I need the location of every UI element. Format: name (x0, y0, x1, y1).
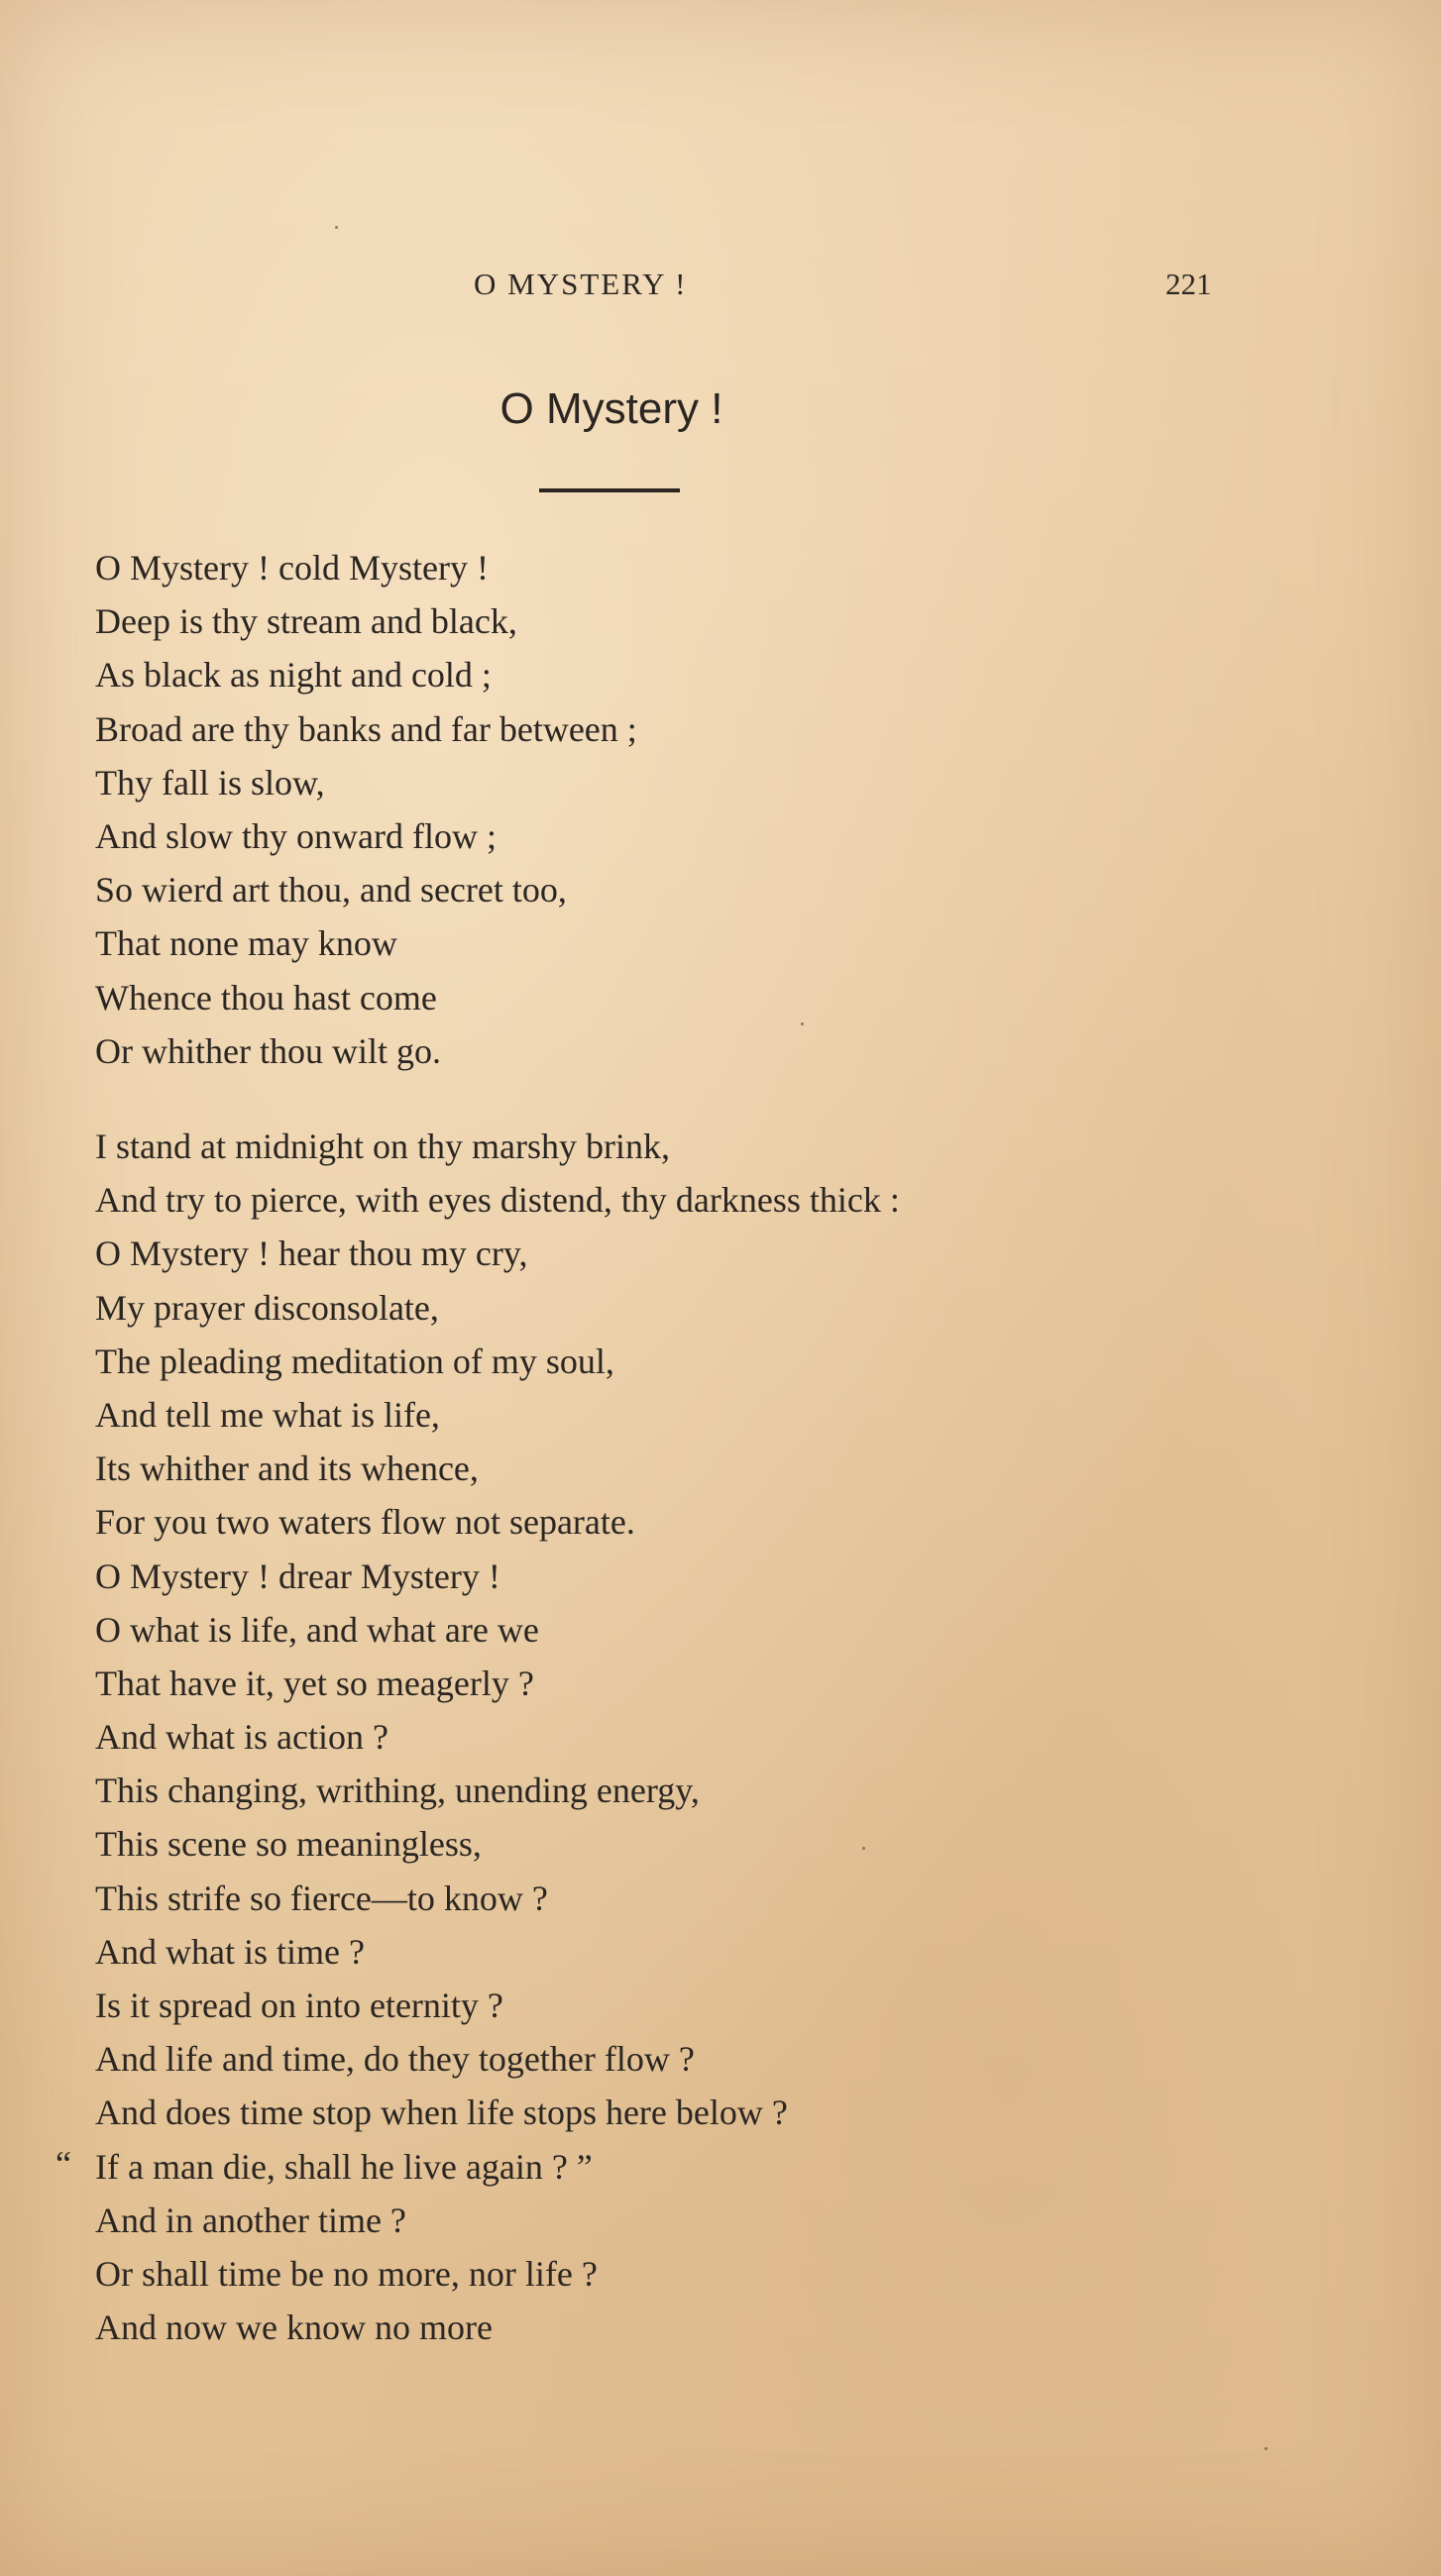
poem-line: If a man die, shall he live again ? ” (95, 2146, 593, 2187)
poem-line: Broad are thy banks and far between ; (95, 708, 637, 749)
poem-line: And now we know no more (95, 2308, 493, 2348)
poem-line: This scene so meaningless, (95, 1824, 482, 1865)
page-number: 221 (1165, 267, 1212, 301)
poem-line: O Mystery ! drear Mystery ! (95, 1556, 500, 1596)
title-divider (539, 488, 680, 492)
poem-line: Or whither thou wilt go. (95, 1030, 441, 1071)
running-head (0, 260, 1441, 309)
poem-line: And what is action ? (95, 1717, 388, 1758)
poem-line: And life and time, do they together flow ? (95, 2039, 695, 2080)
poem-line: And what is time ? (95, 1931, 365, 1972)
poem-line: O what is life, and what are we (95, 1609, 539, 1650)
poem-line: And try to pierce, with eyes distend, thy darkness thick : (95, 1180, 900, 1221)
poem-line: And does time stop when life stops here below ? (95, 2093, 788, 2133)
poem-line: Its whither and its whence, (95, 1449, 479, 1489)
hanging-open-quote: “ (55, 2144, 71, 2184)
poem-line: As black as night and cold ; (95, 655, 492, 696)
poem-line: And tell me what is life, (95, 1394, 440, 1435)
poem-line: That have it, yet so meagerly ? (95, 1663, 534, 1703)
paper-speck (801, 1022, 804, 1025)
poem-line: Or shall time be no more, nor life ? (95, 2253, 598, 2294)
poem-line: Deep is thy stream and black, (95, 601, 517, 642)
poem-line: The pleading meditation of my soul, (95, 1341, 614, 1381)
poem-title: O Mystery ! (499, 384, 723, 433)
poem-line: Thy fall is slow, (95, 762, 325, 803)
stanza-2 (95, 1120, 900, 2354)
paper-speck (335, 226, 338, 229)
poem-line: O Mystery ! cold Mystery ! (95, 548, 489, 588)
poem-line: So wierd art thou, and secret too, (95, 870, 567, 911)
poem-line: Is it spread on into eternity ? (95, 1986, 503, 2025)
poem-line: That none may know (95, 923, 397, 964)
poem-line: For you two waters flow not separate. (95, 1502, 635, 1543)
running-head-title: O MYSTERY ! (474, 267, 688, 301)
poem-line: I stand at midnight on thy marshy brink, (95, 1127, 670, 1166)
poem-line: And in another time ? (95, 2200, 406, 2240)
poem-line: Whence thou hast come (95, 977, 437, 1018)
poem-line: O Mystery ! hear thou my cry, (95, 1234, 528, 1274)
paper-speck (1265, 2447, 1268, 2450)
poem-line: My prayer disconsolate, (95, 1287, 439, 1328)
poem-line: This strife so fierce—to know ? (95, 1878, 548, 1918)
poem-line: And slow thy onward flow ; (95, 815, 497, 856)
poem-line: This changing, writhing, unending energy, (95, 1771, 700, 1811)
stanza-1 (95, 541, 637, 1078)
